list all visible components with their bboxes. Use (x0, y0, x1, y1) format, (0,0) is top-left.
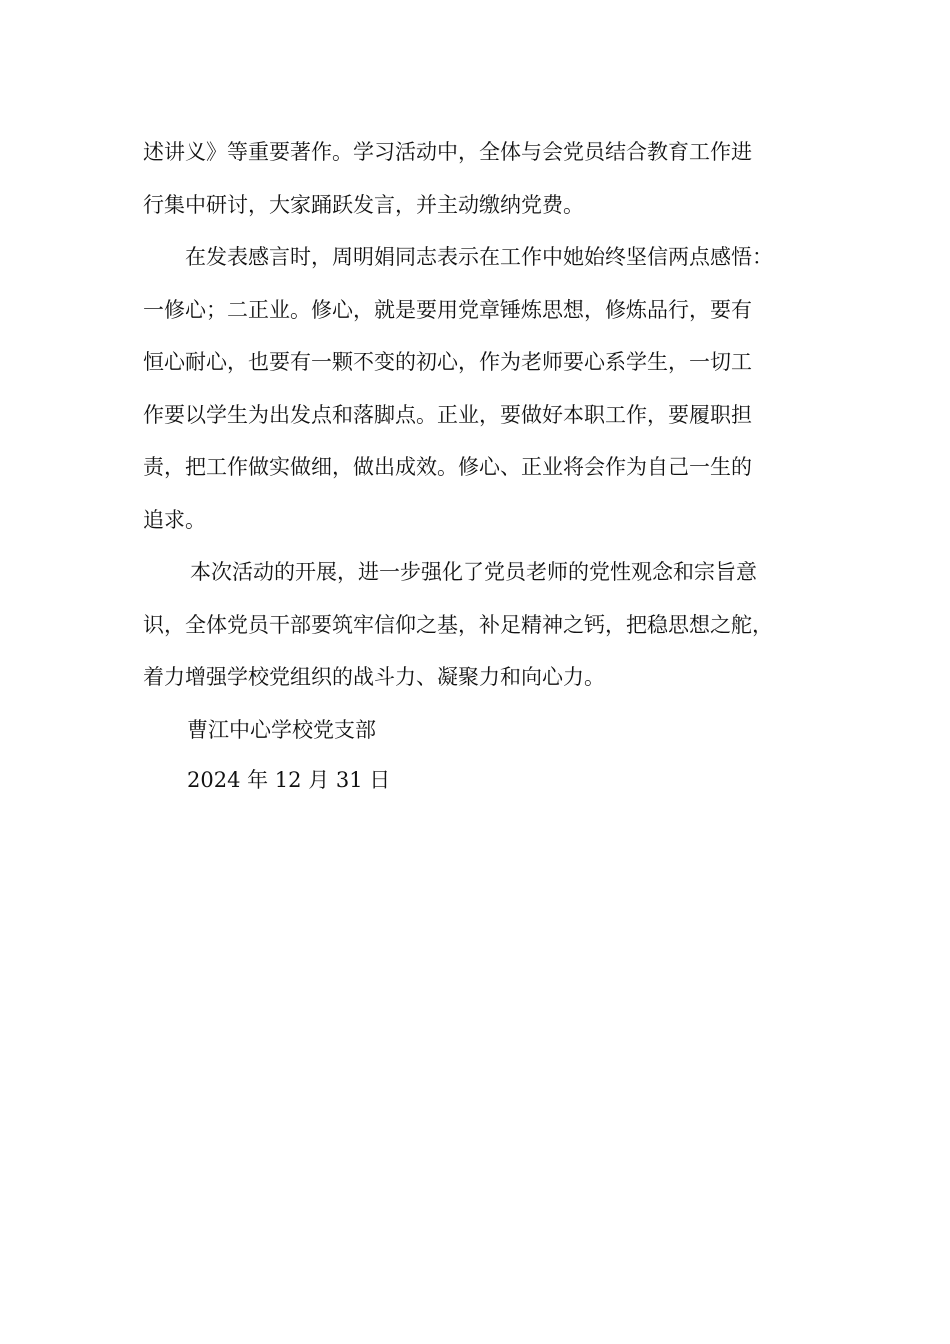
text-line: 在发表感言时，周明娟同志表示在工作中她始终坚信两点感悟： (185, 245, 773, 269)
document-body (143, 130, 807, 808)
text-line: 恒心耐心，也要有一颗不变的初心，作为老师要心系学生，一切工 (143, 350, 752, 374)
paragraph-testimonial (143, 235, 807, 550)
text-line: 作要以学生为出发点和落脚点。正业，要做好本职工作，要履职担 (143, 402, 752, 427)
text-line: 着力增强学校党组织的战斗力、凝聚力和向心力。 (143, 665, 605, 689)
text-line: 本次活动的开展，进一步强化了党员老师的党性观念和宗旨意 (190, 560, 757, 584)
signature-date: 2024 年 12 月 31 日 (187, 767, 391, 792)
text-line: 一修心；二正业。修心，就是要用党章锤炼思想，修炼品行，要有 (143, 297, 752, 322)
signature-organization: 曹江中心学校党支部 (187, 717, 376, 742)
paragraph-continued-meeting (143, 130, 807, 235)
text-line: 述讲义》等重要著作。学习活动中，全体与会党员结合教育工作进 (143, 140, 752, 164)
signature-block (143, 708, 807, 808)
text-line: 责，把工作做实做细，做出成效。修心、正业将会作为自己一生的 (143, 455, 752, 479)
text-line: 识，全体党员干部要筑牢信仰之基，补足精神之钙，把稳思想之舵， (143, 612, 773, 637)
text-line: 行集中研讨，大家踊跃发言，并主动缴纳党费。 (143, 192, 584, 217)
text-line: 追求。 (143, 507, 206, 532)
paragraph-conclusion (143, 550, 807, 708)
